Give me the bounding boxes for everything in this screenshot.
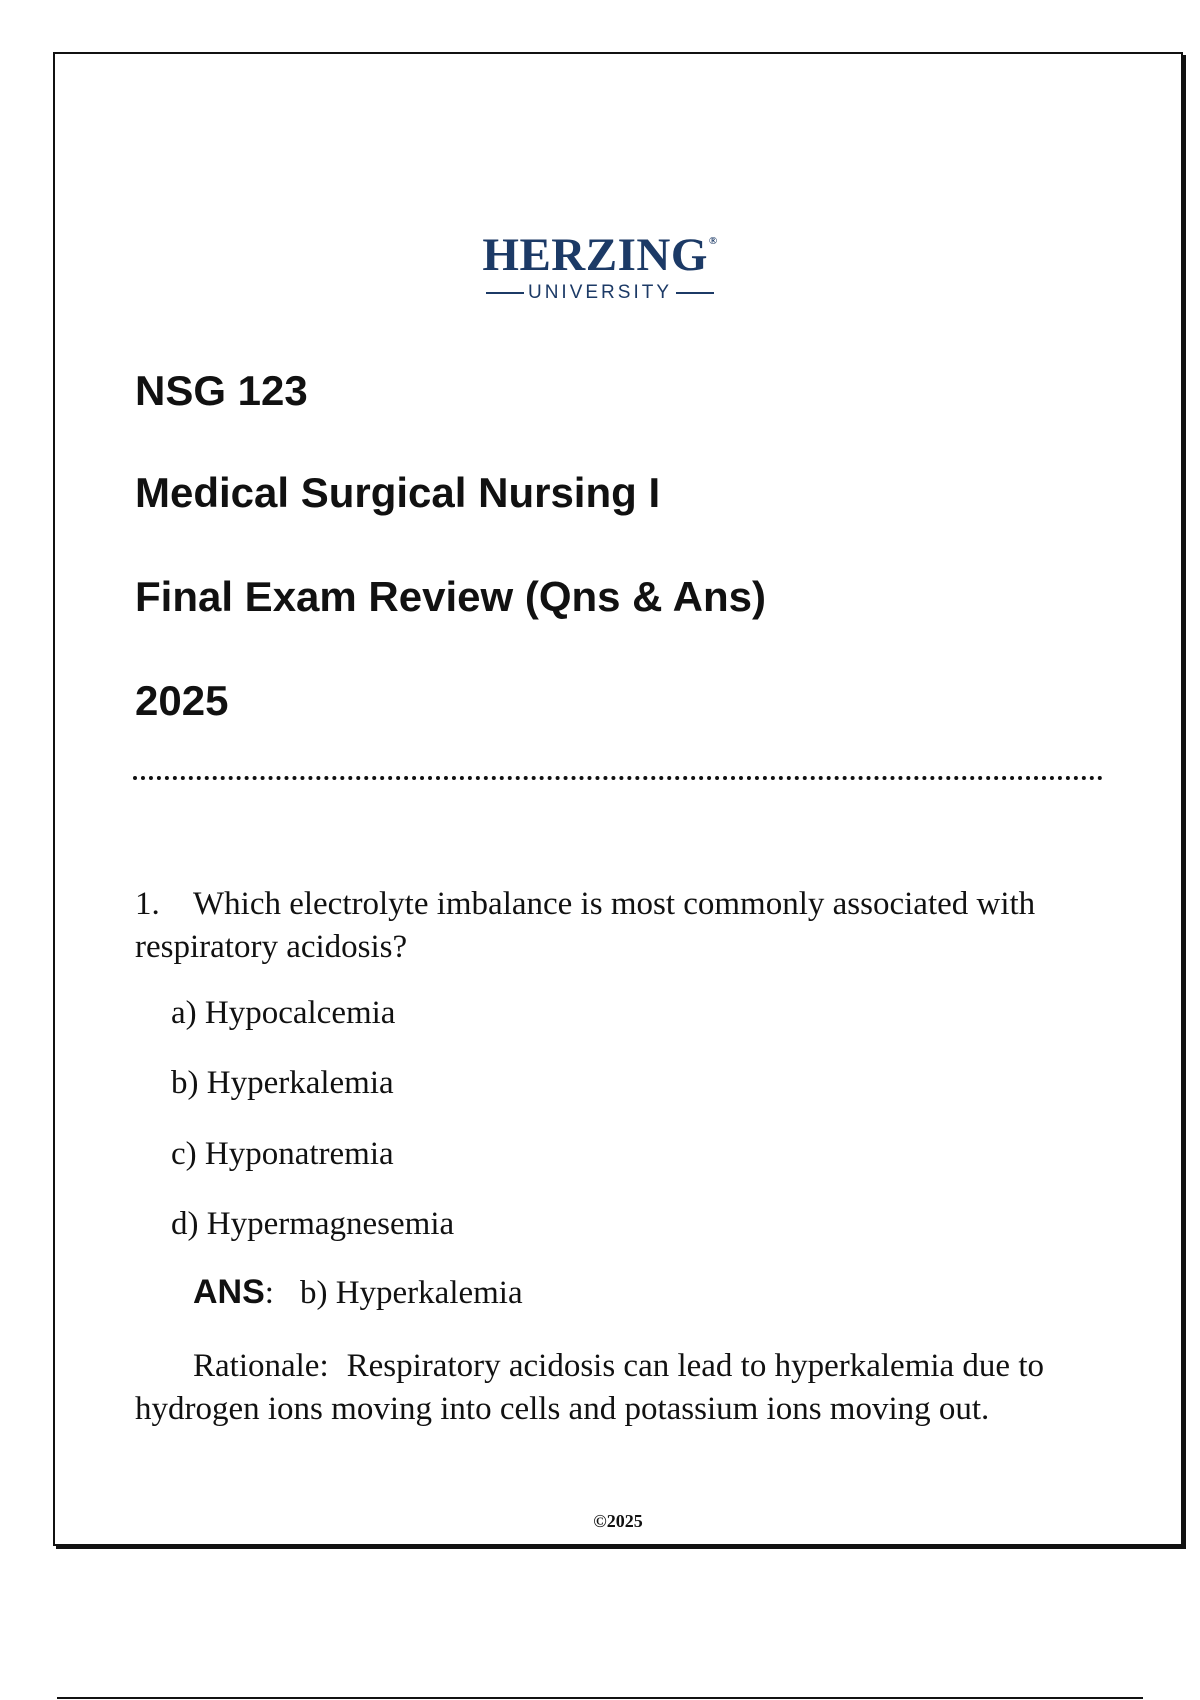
next-page-top-rule: [57, 1697, 1143, 1699]
rationale-block: [135, 1345, 1110, 1431]
copyright-footer: ©2025: [593, 1511, 643, 1531]
question-text: Which electrolyte imbalance is most commonly associated with respiratory acidosis?: [135, 886, 1036, 965]
rationale-label: Rationale:: [193, 1348, 329, 1384]
question-number: 1.: [135, 886, 160, 922]
logo-name: HERZING: [482, 229, 708, 281]
logo-subtitle-row: [0, 283, 1200, 302]
logo-rule-left: [486, 292, 524, 294]
answer-row: [193, 1275, 523, 1310]
logo-rule-right: [676, 292, 714, 294]
document-title: Final Exam Review (Qns & Ans): [135, 573, 766, 620]
rationale-text: Respiratory acidosis can lead to hyperkalemia due to hydrogen ions moving into cells and potassium ions moving out.: [135, 1348, 1044, 1427]
university-logo: [0, 229, 1200, 303]
dotted-divider: [133, 776, 1103, 780]
answer-colon: :: [264, 1275, 274, 1311]
option-c: c) Hyponatremia: [171, 1136, 394, 1172]
answer-label: ANS: [193, 1273, 265, 1311]
course-code: NSG 123: [135, 367, 308, 414]
option-a: a) Hypocalcemia: [171, 995, 396, 1031]
option-b: b) Hyperkalemia: [171, 1065, 394, 1101]
registered-mark: ®: [708, 235, 718, 247]
logo-subtitle: UNIVERSITY: [527, 282, 673, 303]
question-text-block: [135, 883, 1100, 969]
logo-wordmark: [482, 229, 718, 281]
answer-value: b) Hyperkalemia: [299, 1275, 523, 1311]
option-d: d) Hypermagnesemia: [171, 1206, 455, 1242]
course-title: Medical Surgical Nursing I: [135, 469, 661, 516]
document-year: 2025: [135, 677, 229, 724]
